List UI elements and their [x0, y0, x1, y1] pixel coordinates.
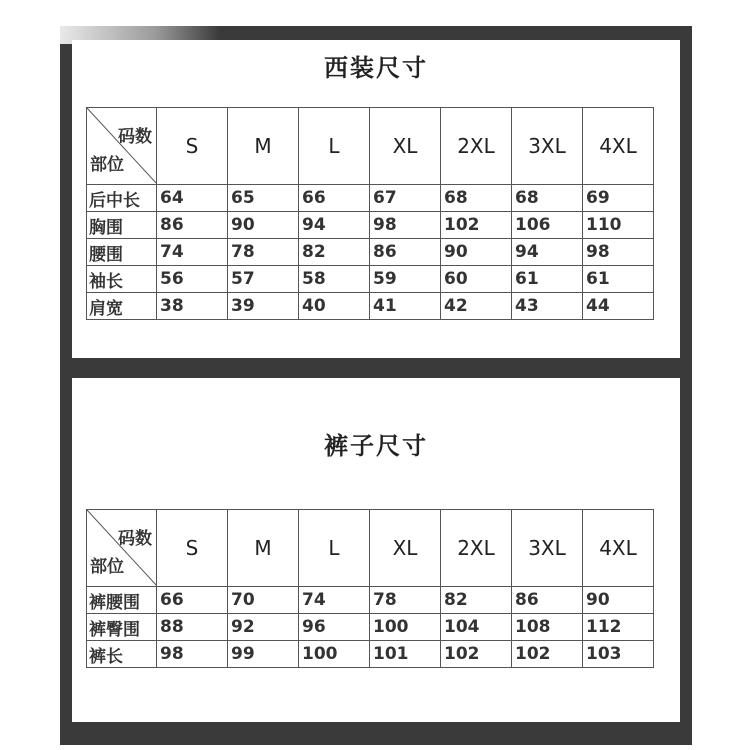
size-header: 4XL — [583, 510, 654, 587]
size-header: XL — [370, 108, 441, 185]
table-cell: 82 — [299, 239, 370, 266]
table-cell: 65 — [228, 185, 299, 212]
row-label: 胸围 — [87, 212, 157, 239]
suit-size-panel — [72, 40, 680, 358]
size-header: M — [228, 510, 299, 587]
table-cell: 43 — [512, 293, 583, 320]
table-row — [87, 641, 654, 668]
table-row — [87, 293, 654, 320]
table-cell: 98 — [583, 239, 654, 266]
table-cell: 102 — [512, 641, 583, 668]
table-cell: 90 — [228, 212, 299, 239]
corner-part-label: 部位 — [90, 155, 124, 175]
table-cell: 100 — [370, 614, 441, 641]
table-cell: 40 — [299, 293, 370, 320]
corner-size-label: 码数 — [118, 529, 152, 549]
corner-header-cell — [87, 108, 157, 185]
size-header: L — [299, 510, 370, 587]
table-cell: 99 — [228, 641, 299, 668]
table-cell: 61 — [583, 266, 654, 293]
table-cell: 38 — [157, 293, 228, 320]
table-cell: 69 — [583, 185, 654, 212]
corner-size-label: 码数 — [118, 127, 152, 147]
table-cell: 106 — [512, 212, 583, 239]
row-label: 裤臀围 — [87, 614, 157, 641]
table-cell: 58 — [299, 266, 370, 293]
table-header-row — [87, 108, 654, 185]
table-row — [87, 587, 654, 614]
table-cell: 64 — [157, 185, 228, 212]
table-header-row — [87, 510, 654, 587]
row-label: 裤长 — [87, 641, 157, 668]
row-label: 肩宽 — [87, 293, 157, 320]
corner-part-label: 部位 — [90, 557, 124, 577]
table-cell: 82 — [441, 587, 512, 614]
table-cell: 94 — [299, 212, 370, 239]
size-header: 2XL — [441, 108, 512, 185]
size-header: 3XL — [512, 510, 583, 587]
table-row — [87, 212, 654, 239]
table-cell: 92 — [228, 614, 299, 641]
table-cell: 66 — [157, 587, 228, 614]
table-cell: 74 — [299, 587, 370, 614]
table-cell: 94 — [512, 239, 583, 266]
table-cell: 78 — [370, 587, 441, 614]
row-label: 袖长 — [87, 266, 157, 293]
table-cell: 78 — [228, 239, 299, 266]
size-header: XL — [370, 510, 441, 587]
table-cell: 101 — [370, 641, 441, 668]
table-cell: 103 — [583, 641, 654, 668]
pants-size-table — [86, 509, 654, 668]
corner-header-cell — [87, 510, 157, 587]
table-cell: 44 — [583, 293, 654, 320]
table-row — [87, 266, 654, 293]
size-header: S — [157, 510, 228, 587]
table-cell: 112 — [583, 614, 654, 641]
size-header: S — [157, 108, 228, 185]
table-cell: 110 — [583, 212, 654, 239]
table-cell: 102 — [441, 641, 512, 668]
table-cell: 108 — [512, 614, 583, 641]
table-cell: 90 — [583, 587, 654, 614]
table-row — [87, 614, 654, 641]
size-header: 4XL — [583, 108, 654, 185]
suit-size-title: 西装尺寸 — [324, 54, 428, 82]
pants-size-title: 裤子尺寸 — [324, 432, 428, 460]
table-cell: 61 — [512, 266, 583, 293]
table-cell: 96 — [299, 614, 370, 641]
size-header: 3XL — [512, 108, 583, 185]
table-cell: 60 — [441, 266, 512, 293]
table-cell: 68 — [441, 185, 512, 212]
table-cell: 67 — [370, 185, 441, 212]
table-cell: 74 — [157, 239, 228, 266]
table-cell: 102 — [441, 212, 512, 239]
table-cell: 86 — [370, 239, 441, 266]
table-cell: 90 — [441, 239, 512, 266]
table-cell: 100 — [299, 641, 370, 668]
table-cell: 42 — [441, 293, 512, 320]
row-label: 裤腰围 — [87, 587, 157, 614]
table-cell: 98 — [157, 641, 228, 668]
table-cell: 70 — [228, 587, 299, 614]
table-cell: 57 — [228, 266, 299, 293]
table-cell: 39 — [228, 293, 299, 320]
row-label: 后中长 — [87, 185, 157, 212]
table-cell: 66 — [299, 185, 370, 212]
table-cell: 86 — [512, 587, 583, 614]
table-cell: 104 — [441, 614, 512, 641]
table-cell: 68 — [512, 185, 583, 212]
pants-size-panel — [72, 378, 680, 722]
size-header: M — [228, 108, 299, 185]
row-label: 腰围 — [87, 239, 157, 266]
table-cell: 41 — [370, 293, 441, 320]
size-header: 2XL — [441, 510, 512, 587]
table-cell: 56 — [157, 266, 228, 293]
table-cell: 88 — [157, 614, 228, 641]
size-header: L — [299, 108, 370, 185]
table-cell: 98 — [370, 212, 441, 239]
table-row — [87, 239, 654, 266]
suit-size-table — [86, 107, 654, 320]
table-cell: 86 — [157, 212, 228, 239]
table-row — [87, 185, 654, 212]
table-cell: 59 — [370, 266, 441, 293]
